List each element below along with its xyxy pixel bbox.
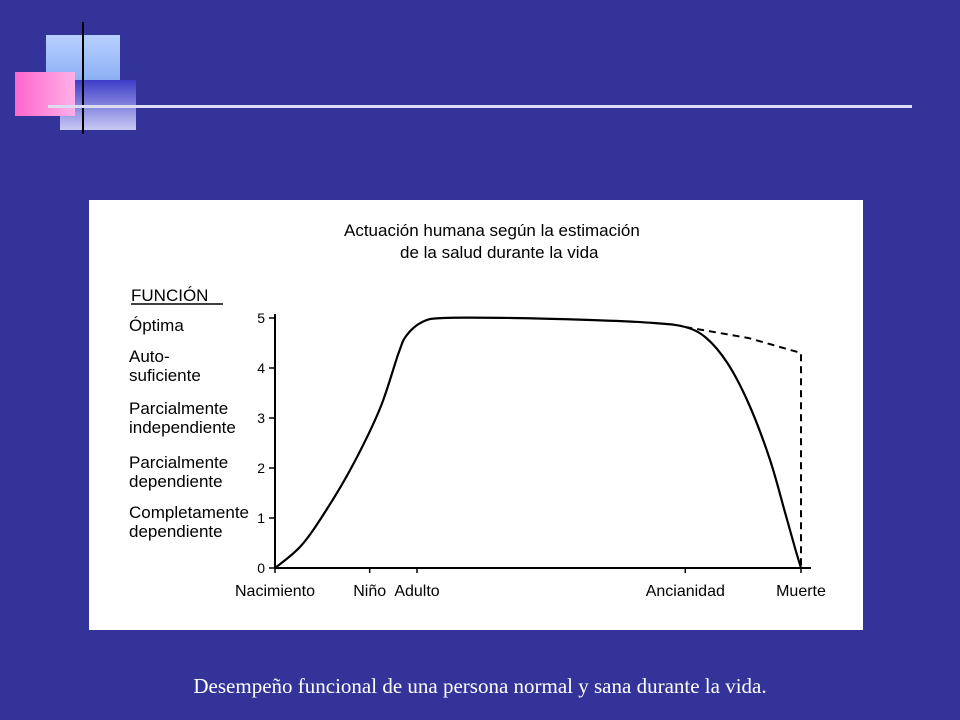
- decor-pink-square: [15, 72, 75, 116]
- y-category-label: dependiente: [129, 522, 223, 541]
- x-tick-label: Adulto: [394, 583, 440, 600]
- health-curve-solid: [275, 318, 801, 568]
- health-curve-dashed: [685, 327, 801, 568]
- y-tick-label: 4: [257, 360, 265, 376]
- y-axis-label: FUNCIÓN: [131, 286, 209, 305]
- y-category-label: Parcialmente: [129, 399, 229, 418]
- decor-horizontal-rule: [48, 105, 912, 108]
- x-tick-label: Nacimiento: [234, 583, 316, 600]
- life-function-chart: [89, 200, 863, 630]
- x-tick-label: Ancianidad: [645, 583, 725, 600]
- y-tick-label: 3: [257, 410, 265, 426]
- y-tick-label: 1: [257, 510, 265, 526]
- y-category-label: Auto-: [129, 347, 170, 366]
- x-tick-label: Niño: [353, 583, 387, 600]
- y-category-label: Completamente: [129, 503, 250, 522]
- y-tick-label: 5: [257, 310, 265, 326]
- chart-panel: [89, 200, 863, 630]
- y-tick-label: 2: [257, 460, 265, 476]
- decor-vertical-line: [82, 22, 84, 134]
- chart-title-line-1: Actuación humana según la estimación: [344, 221, 640, 240]
- y-category-label: Parcialmente: [129, 453, 229, 472]
- y-category-label: dependiente: [129, 472, 223, 491]
- slide-caption: Desempeño funcional de una persona normal y sana durante la vida.: [193, 674, 767, 698]
- chart-title-line-2: de la salud durante la vida: [400, 243, 599, 262]
- y-category-label: Óptima: [129, 316, 184, 335]
- y-category-label: independiente: [129, 418, 236, 437]
- x-tick-label: Muerte: [776, 583, 826, 600]
- y-category-label: suficiente: [129, 366, 201, 385]
- y-tick-label: 0: [257, 560, 265, 576]
